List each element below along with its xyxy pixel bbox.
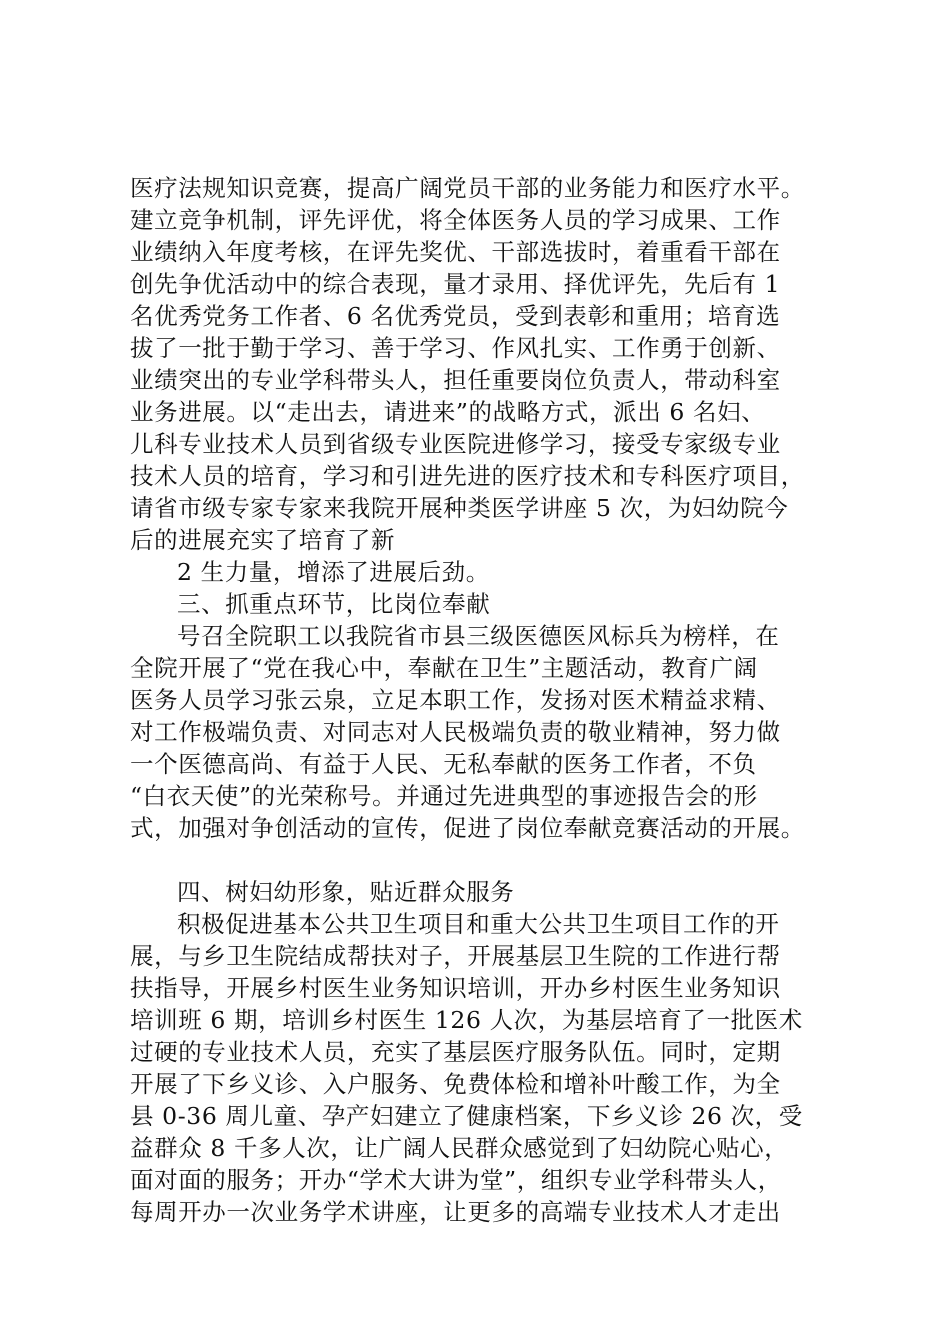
blank-line: [130, 844, 850, 876]
para3-line: 展，与乡卫生院结成帮扶对子，开展基层卫生院的工作进行帮: [130, 942, 781, 970]
para1-line: 业绩纳入年度考核，在评先奖优、干部选拔时，着重看干部在: [130, 238, 781, 266]
para3-line: 过硬的专业技术人员，充实了基层医疗服务队伍。同时，定期: [130, 1038, 781, 1066]
section-heading-3: 三、抓重点环节，比岗位奉献: [177, 590, 491, 618]
para2-line: 号召全院职工以我院省市县三级医德医风标兵为榜样，在: [177, 622, 780, 650]
para2-line: 医务人员学习张云泉，立足本职工作，发扬对医术精益求精、: [130, 686, 781, 714]
para3-line: 开展了下乡义诊、入户服务、免费体检和增补叶酸工作，为全: [130, 1070, 781, 1098]
para3-line: 益群众 8 千多人次，让广阔人民群众感觉到了妇幼院心贴心，: [130, 1134, 789, 1162]
para3-line: 每周开办一次业务学术讲座，让更多的高端专业技术人才走出: [130, 1198, 781, 1226]
para3-line: 扶指导，开展乡村医生业务知识培训，开办乡村医生业务知识: [130, 974, 781, 1002]
para1-line: 儿科专业技术人员到省级专业医院进修学习，接受专家级专业: [130, 430, 781, 458]
para2-line: 全院开展了“党在我心中，奉献在卫生”主题活动，教育广阔: [130, 654, 758, 682]
section-heading-4: 四、树妇幼形象，贴近群众服务: [177, 878, 515, 906]
para1-line: 拔了一批于勤于学习、善于学习、作风扎实、工作勇于创新、: [130, 334, 781, 362]
para1-line: 业绩突出的专业学科带头人，担任重要岗位负责人，带动科室: [130, 366, 781, 394]
para1-line: 名优秀党务工作者、6 名优秀党员，受到表彰和重用；培育选: [130, 302, 781, 330]
para1-line: 创先争优活动中的综合表现，量才录用、择优评先，先后有 1: [130, 270, 781, 298]
para1-line: 医疗法规知识竞赛，提高广阔党员干部的业务能力和医疗水平。: [130, 174, 805, 202]
para1-tail-line: 2 生力量，增添了进展后劲。: [177, 558, 490, 586]
para3-line: 县 0-36 周儿童、孕产妇建立了健康档案，下乡义诊 26 次，受: [130, 1102, 803, 1130]
para2-line: 一个医德高尚、有益于人民、无私奉献的医务工作者，不负: [130, 750, 757, 778]
para3-line: 培训班 6 期，培训乡村医生 126 人次，为基层培育了一批医术: [130, 1006, 803, 1034]
document-body: [130, 172, 850, 1228]
para1-line: 业务进展。以“走出去，请进来”的战略方式，派出 6 名妇、: [130, 398, 766, 426]
para1-line: 技术人员的培育，学习和引进先进的医疗技术和专科医疗项目，: [130, 462, 805, 490]
para2-line: “白衣天使”的光荣称号。并通过先进典型的事迹报告会的形: [130, 782, 758, 810]
para3-line: 面对面的服务；开办“学术大讲为堂”，组织专业学科带头人，: [130, 1166, 782, 1194]
para2-line: 对工作极端负责、对同志对人民极端负责的敬业精神，努力做: [130, 718, 781, 746]
para1-line: 请省市级专家专家来我院开展种类医学讲座 5 次，为妇幼院今: [130, 494, 789, 522]
para3-line: 积极促进基本公共卫生项目和重大公共卫生项目工作的开: [177, 910, 780, 938]
para1-line: 后的进展充实了培育了新: [130, 526, 396, 554]
para2-line: 式，加强对争创活动的宣传，促进了岗位奉献竞赛活动的开展。: [130, 814, 805, 842]
para1-line: 建立竞争机制，评先评优，将全体医务人员的学习成果、工作: [130, 206, 781, 234]
